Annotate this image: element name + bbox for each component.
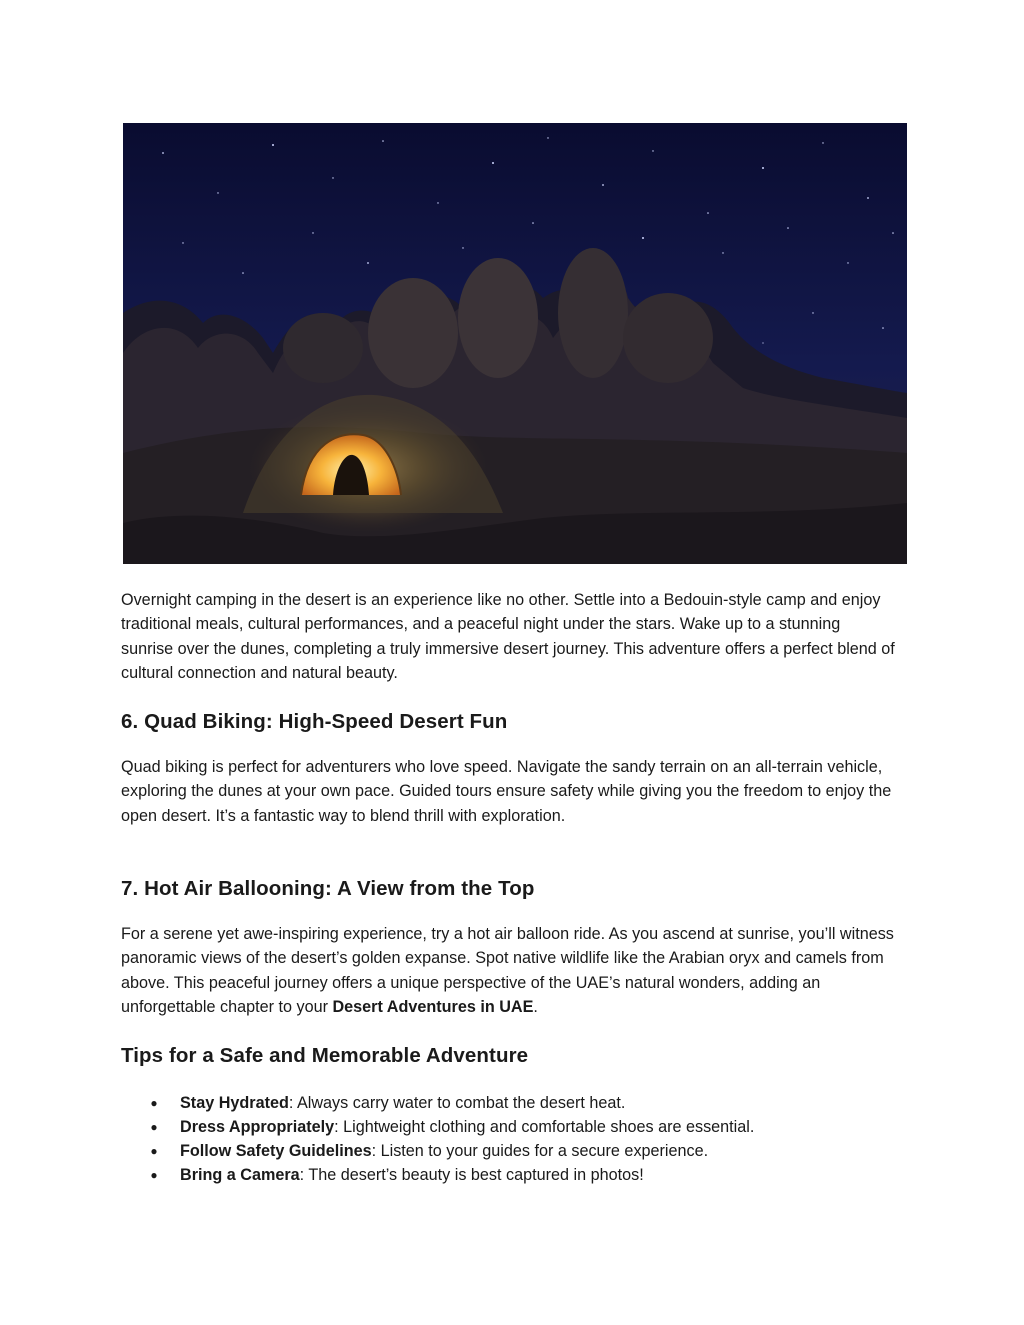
bullet-icon: ●	[150, 1144, 158, 1158]
desert-camping-photo	[123, 123, 907, 564]
tip-label: Bring a Camera	[180, 1166, 300, 1184]
section-7-text: For a serene yet awe-inspiring experience, try a hot air balloon ride. As you ascend at sunrise, you’ll witness panoramic views of the desert’s golden expanse. Spot native wildlife like the Arabian oryx and camels from above. This peaceful journey offers a unique perspective of the UAE’s natural wonders, adding an unforgettable chapter to your	[121, 925, 894, 1016]
bullet-icon: ●	[150, 1120, 158, 1134]
section-7-end: .	[533, 997, 538, 1016]
tips-list	[148, 1091, 754, 1187]
tip-text: : Lightweight clothing and comfortable shoes are essential.	[334, 1118, 755, 1136]
section-7-paragraph	[121, 922, 896, 1019]
bullet-icon: ●	[150, 1168, 158, 1182]
tip-text: : Always carry water to combat the desert heat.	[288, 1094, 626, 1112]
bullet-icon: ●	[150, 1096, 158, 1110]
tip-label: Stay Hydrated	[180, 1094, 289, 1112]
tip-label: Dress Appropriately	[180, 1118, 335, 1136]
list-item	[148, 1115, 754, 1139]
tips-heading: Tips for a Safe and Memorable Adventure	[121, 1044, 529, 1067]
tip-label: Follow Safety Guidelines	[180, 1142, 372, 1160]
tip-text: : Listen to your guides for a secure experience.	[371, 1142, 709, 1160]
list-item	[148, 1091, 754, 1115]
section-6-heading: 6. Quad Biking: High-Speed Desert Fun	[121, 710, 508, 733]
tip-text: : The desert’s beauty is best captured in photos!	[299, 1166, 644, 1184]
section-6-paragraph: Quad biking is perfect for adventurers who love speed. Navigate the sandy terrain on an all-terrain vehicle, exploring the dunes at your own pace. Guided tours ensure safety while giving you the freedom to enjoy the open desert. It’s a fantastic way to blend thrill with exploration.	[121, 758, 892, 825]
section-7-heading: 7. Hot Air Ballooning: A View from the Top	[121, 877, 535, 900]
list-item	[148, 1139, 754, 1163]
desert-adventures-bold: Desert Adventures in UAE	[332, 997, 534, 1016]
intro-paragraph: Overnight camping in the desert is an experience like no other. Settle into a Bedouin-style camp and enjoy traditional meals, cultural performances, and a peaceful night under the stars. Wake up to a stunning sunrise over the dunes, completing a truly immersive desert journey. This adventure offers a perfect blend of cultural connection and natural beauty.	[121, 591, 895, 682]
list-item	[148, 1163, 754, 1187]
